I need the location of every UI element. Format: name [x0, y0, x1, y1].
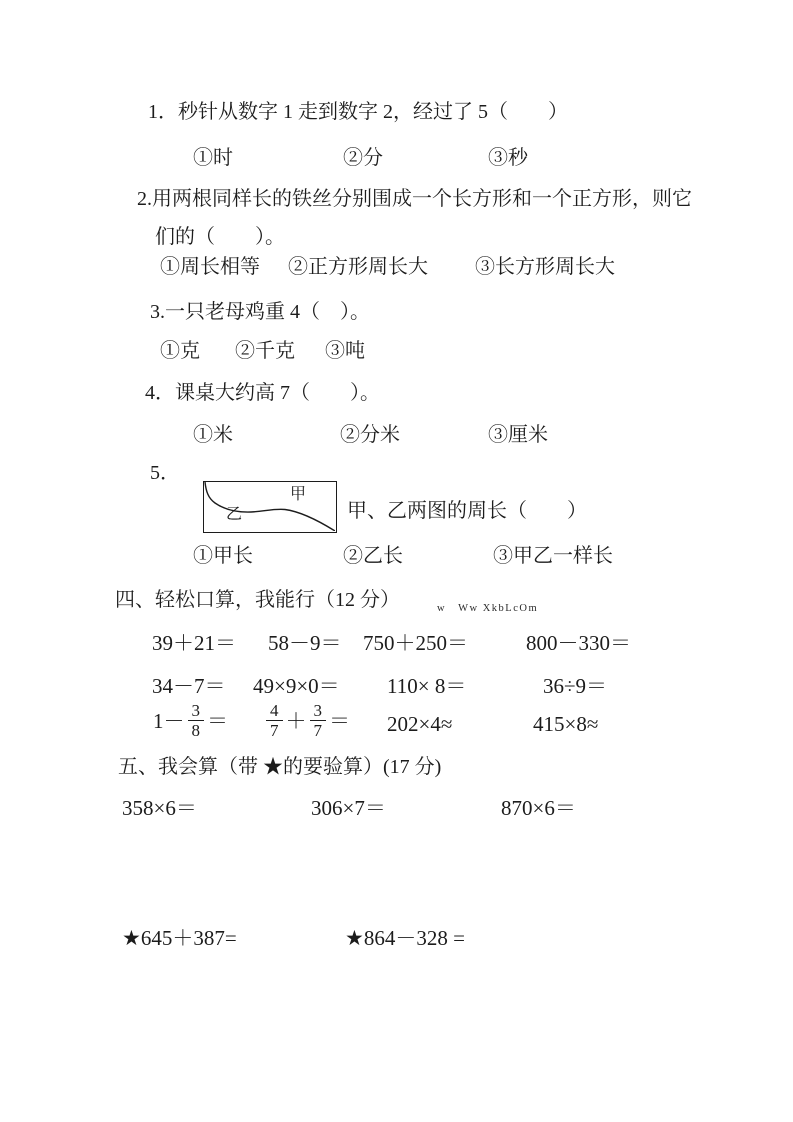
oral-calc-7: 110× 8＝: [387, 674, 467, 698]
written-calc-2: 306×7＝: [311, 796, 386, 820]
fraction-numerator: 3: [188, 701, 205, 721]
oral-calc-12: 415×8≈: [533, 712, 599, 736]
fraction-suffix: ＝: [329, 708, 350, 733]
oral-calc-1: 39＋21＝: [152, 631, 236, 655]
fraction-suffix: ＝: [207, 708, 228, 733]
question-5-text: 甲、乙两图的周长（ ）: [347, 500, 587, 522]
question-4-option-1: ①米: [193, 424, 233, 446]
written-calc-1: 358×6＝: [122, 796, 197, 820]
figure-label-jia: 甲: [290, 486, 307, 503]
section-four-title: 四、轻松口算，我能行（12 分）: [115, 589, 400, 611]
question-2-option-3: ③长方形周长大: [475, 256, 615, 278]
question-1-option-2: ②分: [343, 147, 383, 169]
question-2-option-2: ②正方形周长大: [288, 256, 428, 278]
fraction-denominator: 7: [270, 721, 279, 740]
question-5-number: 5．: [150, 462, 180, 484]
oral-calc-11: 202×4≈: [387, 712, 453, 736]
question-5-option-1: ①甲长: [193, 545, 253, 567]
oral-calc-3: 750＋250＝: [363, 631, 468, 655]
fraction-4-7: [266, 701, 283, 740]
fraction-prefix: 1－: [153, 708, 185, 733]
fraction-denominator: 7: [313, 721, 322, 740]
question-1-option-1: ①时: [193, 147, 233, 169]
written-calc-3: 870×6＝: [501, 796, 576, 820]
question-5-option-3: ③甲乙一样长: [493, 545, 613, 567]
question-1-option-3: ③秒: [488, 147, 528, 169]
question-5-figure: [203, 481, 337, 533]
fraction-numerator: 3: [310, 701, 327, 721]
figure-label-yi: 乙: [226, 506, 243, 523]
section-five-title: 五、我会算（带 ★的要验算）(17 分): [118, 756, 442, 778]
oral-calc-6: 49×9×0＝: [253, 674, 340, 698]
fraction-operator: ＋: [285, 708, 307, 733]
question-5-option-2: ②乙长: [343, 545, 403, 567]
question-3-text: 3.一只老母鸡重 4（ ）。: [150, 301, 370, 323]
question-3-option-1: ①克: [160, 340, 200, 362]
oral-calc-9-fraction-expr: [153, 701, 228, 740]
oral-calc-10-fraction-expr: [263, 701, 350, 740]
oral-calc-8: 36÷9＝: [543, 674, 608, 698]
question-3-option-3: ③吨: [325, 340, 365, 362]
question-2-text-line2: 们的（ ）。: [155, 226, 285, 248]
question-2-option-1: ①周长相等: [160, 256, 260, 278]
oral-calc-5: 34－7＝: [152, 674, 226, 698]
figure-dividing-curve: [204, 482, 335, 531]
question-2-text-line1: 2.用两根同样长的铁丝分别围成一个长方形和一个正方形，则它: [137, 188, 692, 210]
written-calc-star-2: ★864－328 =: [345, 926, 465, 950]
oral-calc-2: 58－9＝: [268, 631, 342, 655]
oral-calc-4: 800－330＝: [526, 631, 631, 655]
question-1-text: 1．秒针从数字 1 走到数字 2，经过了 5（ ）: [148, 101, 568, 123]
question-3-option-2: ②千克: [235, 340, 295, 362]
question-4-option-3: ③厘米: [488, 424, 548, 446]
question-4-option-2: ②分米: [340, 424, 400, 446]
fraction-numerator: 4: [266, 701, 283, 721]
fraction-3-8: [188, 701, 205, 740]
question-4-text: 4．课桌大约高 7（ ）。: [145, 382, 380, 404]
fraction-3-7: [310, 701, 327, 740]
fraction-denominator: 8: [191, 721, 200, 740]
watermark-text: w Ww XkbLcOm: [437, 603, 539, 614]
written-calc-star-1: ★645＋387=: [122, 926, 237, 950]
